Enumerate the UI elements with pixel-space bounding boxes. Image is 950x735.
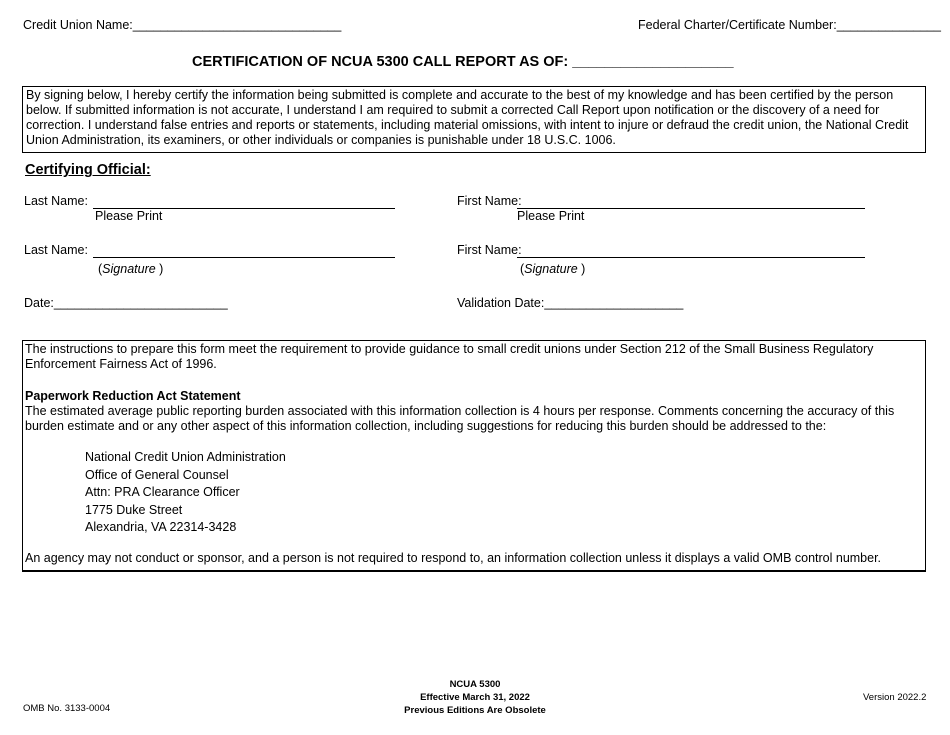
first-name-signature-hint	[520, 262, 585, 276]
omb-notice: An agency may not conduct or sponsor, and a person is not required to respond to, an information collection unless it displays a valid OMB control number.	[25, 550, 882, 565]
first-name-signature-input[interactable]	[517, 257, 865, 258]
charter-number-field[interactable]	[638, 18, 941, 32]
credit-union-name-blank[interactable]: ______________________________	[132, 18, 342, 32]
last-name-print-label: Last Name:	[24, 194, 88, 208]
pra-heading: Paperwork Reduction Act Statement	[25, 389, 241, 403]
last-name-signature-hint	[98, 262, 163, 276]
validation-date-label: Validation Date:	[457, 296, 545, 310]
last-name-signature-label: Last Name:	[24, 243, 88, 257]
validation-date-blank[interactable]: ____________________	[544, 296, 684, 310]
pra-address	[25, 449, 923, 537]
address-line: Attn: PRA Clearance Officer	[85, 485, 240, 500]
page-title	[192, 54, 734, 70]
address-line: 1775 Duke Street	[85, 502, 183, 517]
page-title-text: CERTIFICATION OF NCUA 5300 CALL REPORT AS OF:	[192, 54, 569, 70]
last-name-signature-hint-close: )	[159, 262, 164, 276]
footer-form-name: NCUA 5300	[449, 679, 501, 690]
footer-effective-date: Effective March 31, 2022	[420, 692, 530, 703]
first-name-signature-hint-text: Signature	[524, 262, 578, 276]
instructions-intro: The instructions to prepare this form meet the requirement to provide guidance to small credit unions under Section 212 of the Small Business Regulatory Enforcement Fairness Act of 1996.	[25, 342, 874, 371]
credit-union-name-label: Credit Union Name:	[23, 18, 133, 32]
first-name-signature-label: First Name:	[457, 243, 522, 257]
last-name-print-hint: Please Print	[95, 209, 163, 223]
last-name-signature-hint-text: Signature	[102, 262, 156, 276]
date-blank[interactable]: _________________________	[53, 296, 228, 310]
first-name-signature-hint-close: )	[581, 262, 586, 276]
first-name-print-label: First Name:	[457, 194, 522, 208]
certification-statement-box	[22, 86, 926, 153]
footer-obsolete-notice: Previous Editions Are Obsolete	[404, 705, 546, 716]
address-line: National Credit Union Administration	[85, 450, 286, 464]
date-field[interactable]	[24, 296, 228, 310]
pra-text: The estimated average public reporting burden associated with this information collection is 4 hours per response. Comments concerning the accuracy of this burden estimate and or any other aspect of this information collection, including suggestions for reducing this burden should be addressed to the:	[25, 404, 895, 433]
charter-number-blank[interactable]: _______________	[836, 18, 941, 32]
omb-number: OMB No. 3133-0004	[23, 703, 111, 714]
version-label: Version 2022.2	[863, 692, 927, 703]
last-name-signature-hint-open: (	[98, 262, 103, 276]
footer-form-info	[375, 678, 575, 717]
credit-union-name-field[interactable]	[23, 18, 341, 32]
validation-date-field[interactable]	[457, 296, 683, 310]
address-line: Office of General Counsel	[85, 467, 229, 482]
address-line: Alexandria, VA 22314-3428	[85, 520, 237, 535]
report-date-blank[interactable]: ____________________	[572, 54, 734, 70]
certifying-official-heading: Certifying Official:	[25, 162, 151, 178]
first-name-print-hint: Please Print	[517, 209, 585, 223]
certification-statement: By signing below, I hereby certify the information being submitted is complete and accurate to the best of my knowledge and has been certified by the person below. If submitted information is not accurate, I understand I am required to submit a corrected Call Report upon notification or the discovery of a need for correction. I understand false entries and reports or statements, including material omissions, with intent to injure or defraud the credit union, the National Credit Union Administration, its examiners, or other individuals or companies is punishable under 18 U.S.C. 1006.	[26, 88, 909, 147]
first-name-signature-hint-open: (	[520, 262, 525, 276]
charter-number-label: Federal Charter/Certificate Number:	[638, 18, 837, 32]
last-name-signature-input[interactable]	[93, 257, 395, 258]
date-label: Date:	[24, 296, 54, 310]
instructions-box	[22, 340, 926, 572]
